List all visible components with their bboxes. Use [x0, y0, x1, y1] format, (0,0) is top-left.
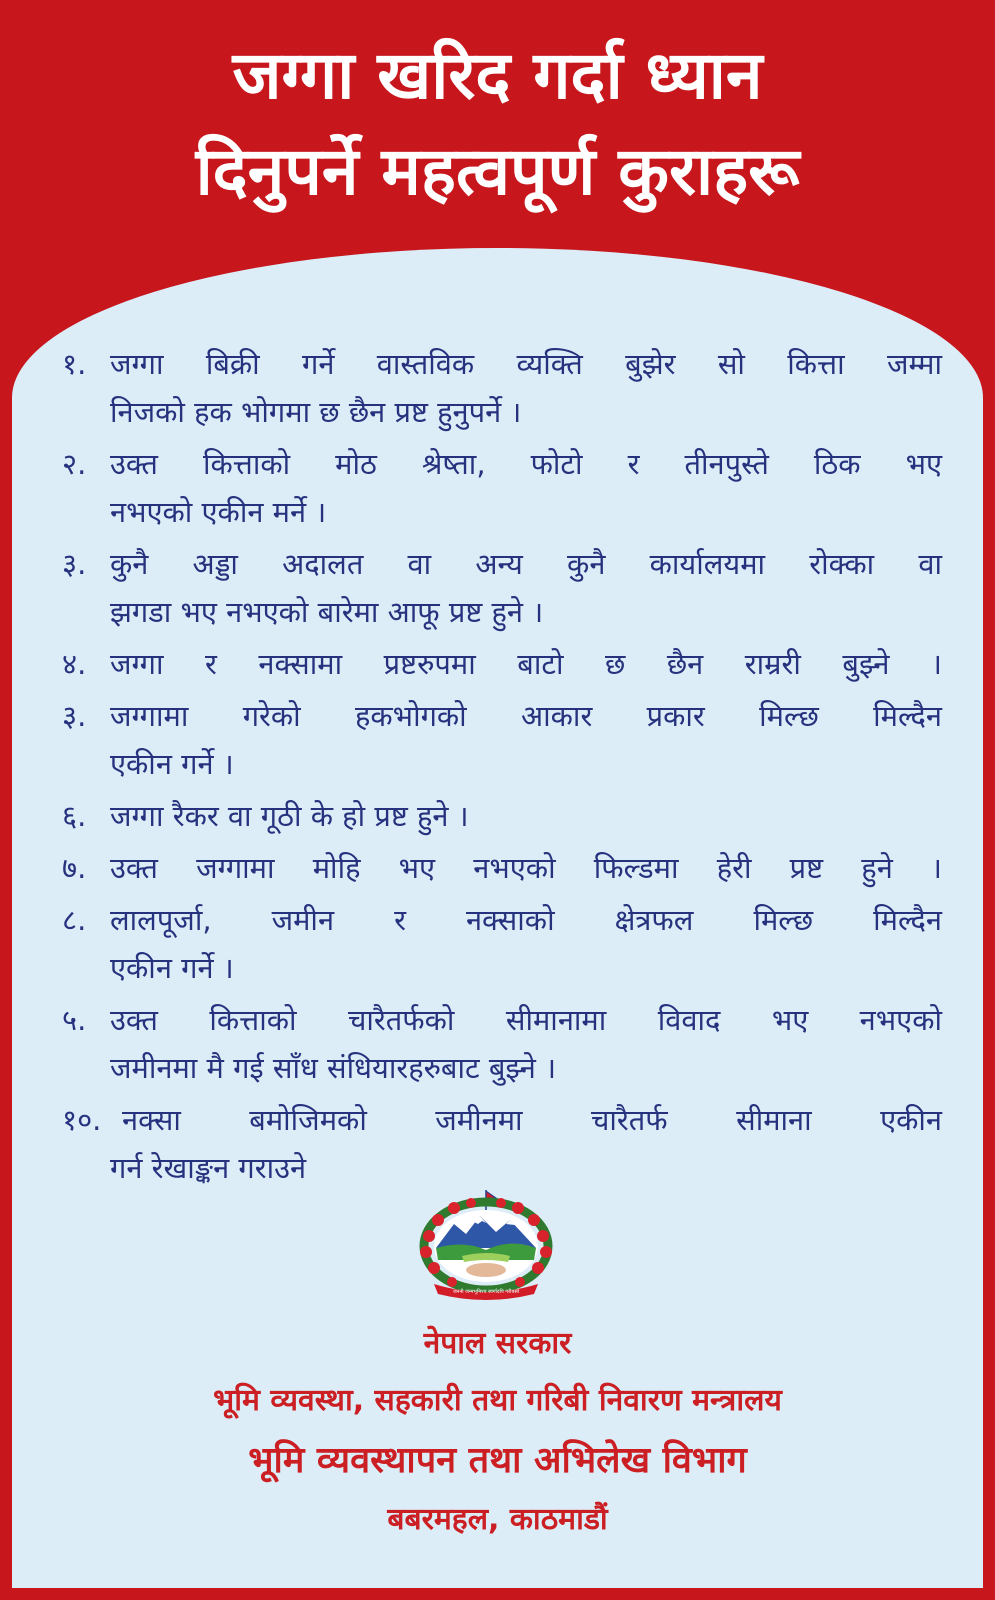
list-item-text: जग्गा र नक्सामा प्रष्टरुपमा बाटो छ छैन राम्ररी बुझ्ने । [110, 647, 942, 681]
list-item [62, 896, 942, 992]
title-line-2: दिनुपर्ने महत्वपूर्ण कुराहरू [195, 133, 800, 210]
list-item-number: १. [62, 347, 87, 381]
list-item-number: ३. [62, 699, 87, 733]
list-item-text: जग्गा रैकर वा गूठी के हो प्रष्ट हुने । [110, 799, 469, 833]
list-item-text-continued: नभएको एकीन मर्ने । [110, 495, 327, 529]
list-item-text: जग्गा बिक्री गर्ने वास्तविक व्यक्ति बुझेर सो कित्ता जम्मा [110, 347, 942, 381]
list-item [62, 792, 942, 840]
list-item [62, 640, 942, 688]
list-item-number: ८. [62, 903, 87, 937]
checklist [62, 340, 942, 1196]
content-panel [12, 248, 983, 1588]
list-item-text: उक्त जग्गामा मोहि भए नभएको फिल्डमा हेरी प्रष्ट हुने । [110, 851, 942, 885]
emblem-motto: जननी जन्मभूमिश्च स्वर्गादपि गरीयसी [452, 1289, 520, 1295]
list-item [62, 340, 942, 436]
list-item-number: ६. [62, 799, 87, 833]
list-item-text: नक्सा बमोजिमको जमीनमा चारैतर्फ सीमाना एकीन [122, 1103, 942, 1137]
page-title [0, 28, 995, 220]
list-item-text-continued: निजको हक भोगमा छ छैन प्रष्ट हुनुपर्ने । [110, 395, 522, 429]
list-item [62, 844, 942, 892]
list-item [62, 1096, 942, 1192]
footer [12, 1316, 983, 1548]
list-item [62, 540, 942, 636]
footer-government: नेपाल सरकार [423, 1326, 572, 1361]
list-item-text-continued: एकीन गर्ने । [110, 747, 234, 781]
list-item-number: ५. [62, 1003, 87, 1037]
list-item-text: लालपूर्जा, जमीन र नक्साको क्षेत्रफल मिल्छ मिल्दैन [110, 903, 942, 937]
list-item-number: ४. [62, 647, 87, 681]
footer-location: बबरमहल, काठमाडौं [387, 1502, 608, 1537]
list-item-text-continued: एकीन गर्ने । [110, 951, 234, 985]
list-item-text: उक्त कित्ताको मोठ श्रेष्ता, फोटो र तीनपुस्ते ठिक भए [110, 447, 942, 481]
list-item-text: उक्त कित्ताको चारैतर्फको सीमानामा विवाद भए नभएको [110, 1003, 942, 1037]
list-item [62, 440, 942, 536]
list-item [62, 692, 942, 788]
title-line-1: जग्गा खरिद गर्दा ध्यान [232, 37, 763, 114]
list-item [62, 996, 942, 1092]
list-item-number: ७. [62, 851, 87, 885]
nepal-government-emblem-icon [414, 1188, 559, 1300]
list-item-text-continued: जमीनमा मै गई साँध संधियारहरुबाट बुझ्ने । [110, 1051, 557, 1085]
list-item-text-continued: गर्न रेखाङ्कन गराउने [110, 1151, 307, 1185]
list-item-number: ३. [62, 547, 87, 581]
list-item-text: कुनै अड्डा अदालत वा अन्य कुनै कार्यालयमा रोक्का वा [110, 547, 942, 581]
footer-ministry: भूमि व्यवस्था, सहकारी तथा गरिबी निवारण मन्त्रालय [213, 1383, 782, 1418]
list-item-text-continued: झगडा भए नभएको बारेमा आफू प्रष्ट हुने । [110, 595, 544, 629]
footer-department: भूमि व्यवस्थापन तथा अभिलेख विभाग [248, 1440, 747, 1481]
list-item-number: १०. [62, 1103, 102, 1137]
list-item-text: जग्गामा गरेको हकभोगको आकार प्रकार मिल्छ मिल्दैन [110, 699, 942, 733]
list-item-number: २. [62, 447, 87, 481]
